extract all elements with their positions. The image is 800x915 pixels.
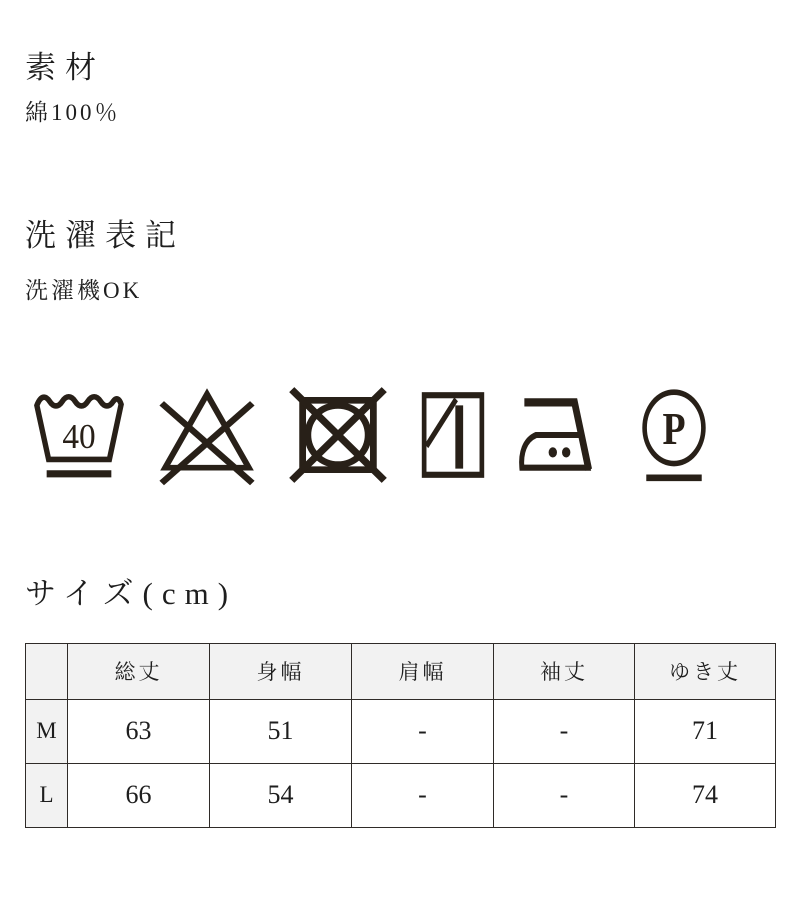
- size-row-label: L: [26, 763, 68, 827]
- machine-wash-40-gentle-icon: [30, 384, 128, 486]
- size-cell: 51: [210, 699, 352, 763]
- size-table-column-header: ゆき丈: [635, 643, 776, 699]
- iron-medium-two-dots-icon: [516, 384, 608, 486]
- size-cell: 63: [68, 699, 210, 763]
- size-cell: 74: [635, 763, 776, 827]
- laundry-heading: 洗濯表記: [25, 218, 185, 254]
- material-heading: 素材: [25, 50, 105, 85]
- material-value: 綿100％: [25, 99, 121, 125]
- do-not-bleach-icon: [152, 384, 262, 486]
- size-cell: 66: [68, 763, 210, 827]
- size-cell: 71: [635, 699, 776, 763]
- size-table-corner-cell: [26, 643, 68, 699]
- size-table-header-row: [26, 643, 776, 699]
- size-table-column-header: 総丈: [68, 643, 210, 699]
- size-table-column-header: 身幅: [210, 643, 352, 699]
- line-dry-in-shade-icon: [414, 384, 492, 486]
- size-table-row-l: [26, 763, 776, 827]
- laundry-note: 洗濯機OK: [25, 277, 143, 303]
- size-heading: サイズ(cm): [25, 576, 238, 612]
- size-table-column-header: 袖丈: [494, 643, 635, 699]
- professional-dry-clean-gentle-icon: [632, 384, 716, 486]
- size-cell: -: [352, 699, 494, 763]
- dry-clean-letter: P: [662, 405, 686, 456]
- size-table-row-m: [26, 699, 776, 763]
- do-not-tumble-dry-icon: [286, 384, 390, 486]
- size-table: [25, 643, 776, 828]
- size-cell: -: [494, 699, 635, 763]
- size-table-column-header: 肩幅: [352, 643, 494, 699]
- size-cell: 54: [210, 763, 352, 827]
- size-row-label: M: [26, 699, 68, 763]
- size-cell: -: [352, 763, 494, 827]
- wash-temp-label: 40: [62, 418, 96, 457]
- care-symbols-row: [25, 384, 800, 486]
- size-cell: -: [494, 763, 635, 827]
